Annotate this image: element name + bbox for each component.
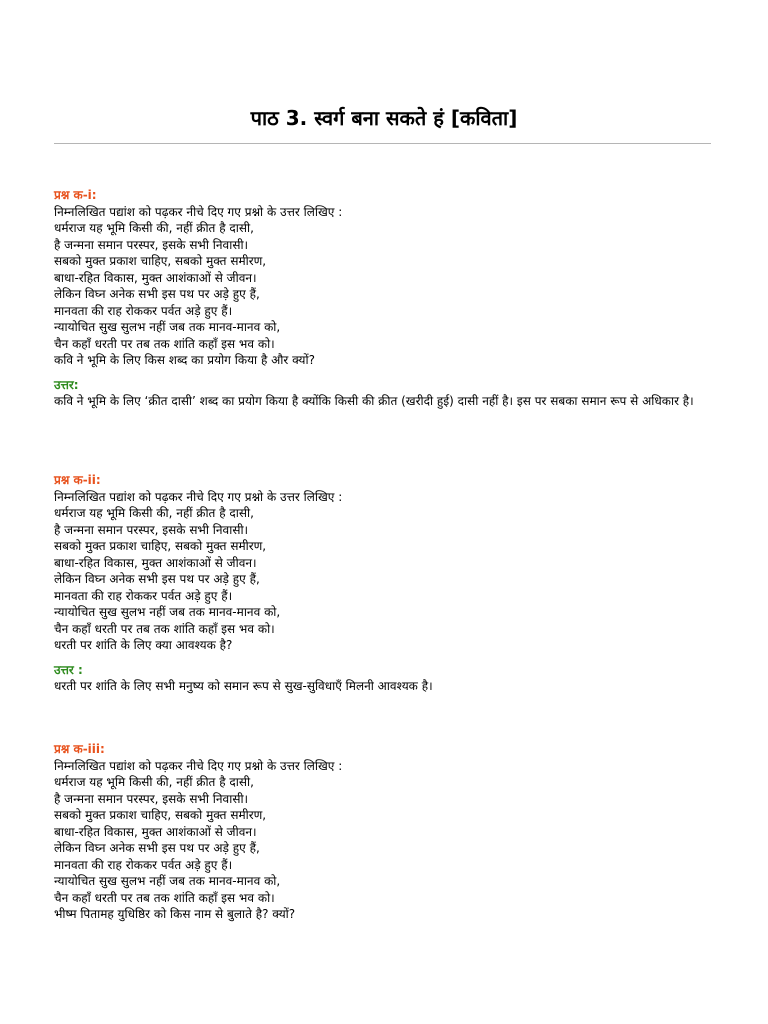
passage-line: मानवता की राह रोककर पर्वत अड़े हुए हैं। (54, 857, 233, 872)
answer-text: कवि ने भूमि के लिए ‘क्रीत दासी’ शब्द का प्रयोग किया है क्योंकि किसी की क्रीत (खरीदी हुई) दासी नहीं है। इस पर सबका समान रूप से अधिकार है। (54, 394, 694, 408)
question-section-2 (54, 472, 714, 695)
question-label: प्रश्न क-i: (54, 188, 97, 202)
passage-line: चैन कहाँ धरती पर तब तक शांति कहाँ इस भव को। (54, 336, 275, 351)
question-label: प्रश्न क-iii: (54, 742, 105, 756)
passage-line: बाधा-रहित विकास, मुक्त आशंकाओं से जीवन। (54, 824, 257, 839)
passage-line: मानवता की राह रोककर पर्वत अड़े हुए हैं। (54, 303, 233, 318)
passage-line: सबको मुक्त प्रकाश चाहिए, सबको मुक्त समीरण, (54, 808, 267, 822)
passage-line: है जन्मना समान परस्पर, इसके सभी निवासी। (54, 522, 249, 537)
passage-line: धर्मराज यह भूमि किसी की, नहीं क्रीत है दासी, (54, 775, 254, 789)
passage-line: चैन कहाँ धरती पर तब तक शांति कहाँ इस भव को। (54, 621, 275, 636)
passage-line: सबको मुक्त प्रकाश चाहिए, सबको मुक्त समीरण, (54, 254, 267, 268)
answer-label: उत्तर : (54, 662, 83, 677)
answer-label: उत्तर: (54, 377, 79, 392)
passage-line: लेकिन विघ्न अनेक सभी इस पथ पर अड़े हुए हैं, (54, 572, 260, 586)
passage-line: लेकिन विघ्न अनेक सभी इस पथ पर अड़े हुए हैं, (54, 287, 260, 301)
page-title: पाठ 3. स्वर्ग बना सकते हं [कविता] (250, 106, 518, 130)
passage-line: धर्मराज यह भूमि किसी की, नहीं क्रीत है दासी, (54, 221, 254, 235)
passage-line: है जन्मना समान परस्पर, इसके सभी निवासी। (54, 237, 249, 252)
question-text: धरती पर शांति के लिए क्या आवश्यक है? (54, 638, 233, 652)
passage-line: चैन कहाँ धरती पर तब तक शांति कहाँ इस भव को। (54, 890, 275, 905)
question-section-3 (54, 741, 714, 923)
answer-text: धरती पर शांति के लिए सभी मनुष्य को समान रूप से सुख-सुविधाएँ मिलनी आवश्यक है। (54, 679, 433, 693)
passage-line: न्यायोचित सुख सुलभ नहीं जब तक मानव-मानव को, (54, 605, 281, 619)
passage-line: निम्नलिखित पद्यांश को पढ़कर नीचे दिए गए प्रश्नो के उत्तर लिखिए : (54, 489, 343, 504)
passage-line: है जन्मना समान परस्पर, इसके सभी निवासी। (54, 791, 249, 806)
passage-line: लेकिन विघ्न अनेक सभी इस पथ पर अड़े हुए हैं, (54, 841, 260, 855)
passage-line: बाधा-रहित विकास, मुक्त आशंकाओं से जीवन। (54, 555, 257, 570)
title-divider (54, 143, 711, 144)
question-section-1 (54, 187, 714, 410)
passage-line: निम्नलिखित पद्यांश को पढ़कर नीचे दिए गए प्रश्नो के उत्तर लिखिए : (54, 758, 343, 773)
passage-line: निम्नलिखित पद्यांश को पढ़कर नीचे दिए गए प्रश्नो के उत्तर लिखिए : (54, 204, 343, 219)
passage-line: न्यायोचित सुख सुलभ नहीं जब तक मानव-मानव को, (54, 320, 281, 334)
passage-line: न्यायोचित सुख सुलभ नहीं जब तक मानव-मानव को, (54, 874, 281, 888)
question-label: प्रश्न क-ii: (54, 473, 101, 487)
passage-line: धर्मराज यह भूमि किसी की, नहीं क्रीत है दासी, (54, 506, 254, 520)
passage-line: सबको मुक्त प्रकाश चाहिए, सबको मुक्त समीरण, (54, 539, 267, 553)
question-text: कवि ने भूमि के लिए किस शब्द का प्रयोग किया है और क्यों? (54, 353, 315, 367)
passage-line: मानवता की राह रोककर पर्वत अड़े हुए हैं। (54, 588, 233, 603)
passage-line: बाधा-रहित विकास, मुक्त आशंकाओं से जीवन। (54, 270, 257, 285)
question-text: भीष्म पितामह युधिष्ठिर को किस नाम से बुलाते है? क्यों? (54, 907, 296, 921)
